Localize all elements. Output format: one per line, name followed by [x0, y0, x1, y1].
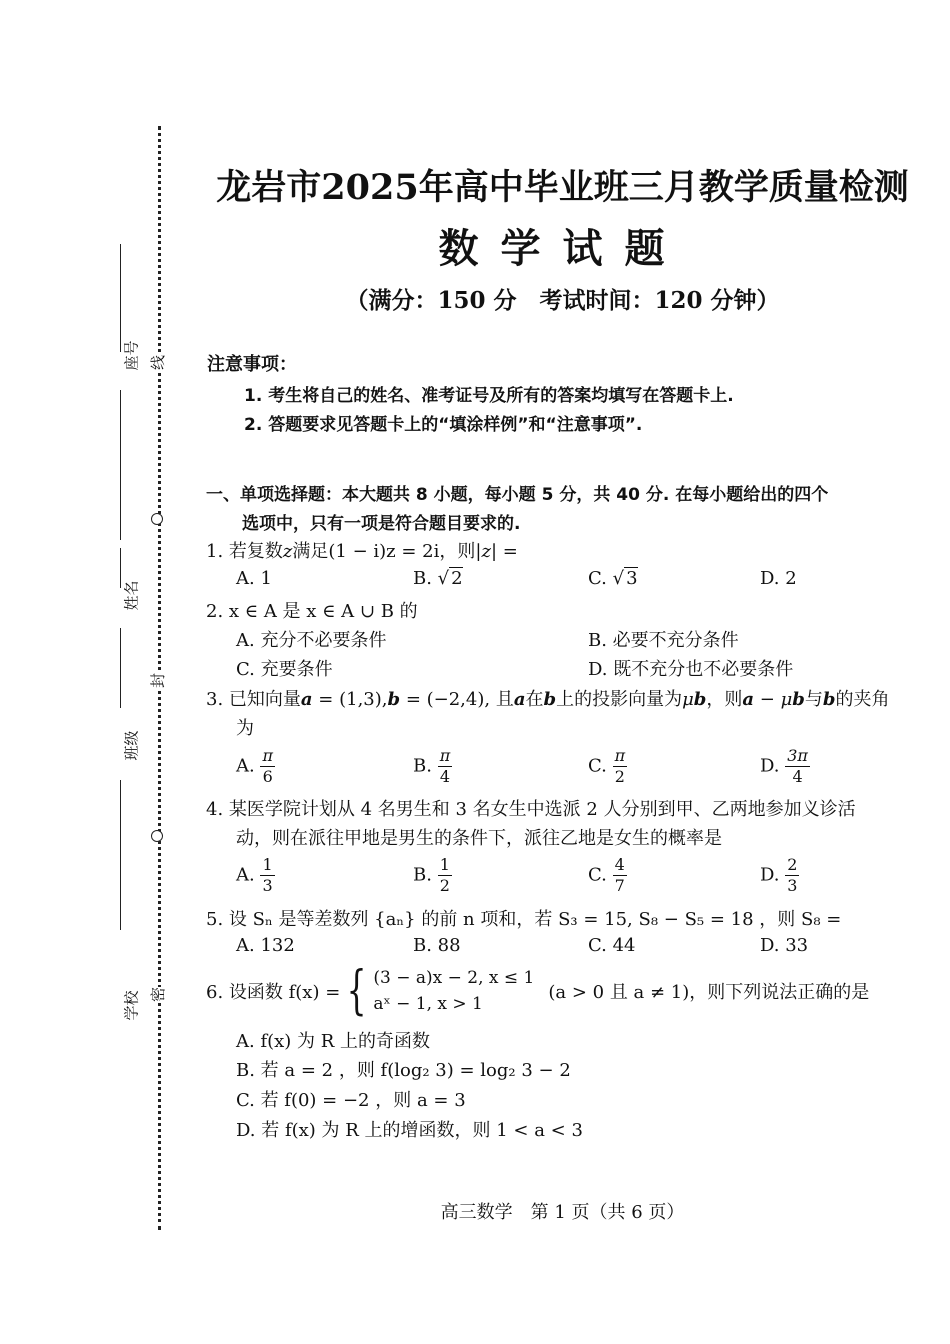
q6-option-d: D. 若 f(x) 为 R 上的增函数，则 1 < a < 3 [236, 1120, 583, 1141]
seal-word: 封 [145, 673, 170, 688]
q3-c-label: C. [588, 755, 607, 777]
q3-mu: μ [682, 689, 694, 710]
q2-option-b: B. 必要不充分条件 [588, 630, 739, 651]
question-4: 4. 某医学院计划从 4 名男生和 3 名女生中选派 2 人分别到甲、乙两地参加义诊活 [206, 799, 856, 820]
q6-option-a: A. f(x) 为 R 上的奇函数 [236, 1031, 431, 1052]
question-6 [206, 961, 870, 1021]
q3-eq-b: = (−2,4), [400, 689, 491, 710]
q4-b-label: B. [413, 864, 432, 886]
q6-stem-a: 6. 设函数 f(x) = [206, 982, 341, 1003]
q1-stem-a: 1. 若复数 [206, 541, 283, 562]
q4-line2: 动，则在派往甲地是男生的条件下，派往乙地是女生的概率是 [236, 828, 722, 849]
q3-d-num: 3π [787, 746, 808, 765]
q3-c-num: π [614, 746, 626, 765]
q3-d-label: D. [760, 755, 780, 777]
page-footer: 高三数学 第 1 页（共 6 页） [440, 1202, 685, 1223]
q4-a-label: A. [236, 864, 255, 886]
q3-vec-b-3: b [693, 689, 707, 710]
q5-option-b: B. 88 [413, 935, 461, 956]
q4-d-num: 2 [787, 855, 798, 874]
q4-option-c [588, 855, 627, 896]
q3-a-label: A. [236, 755, 255, 777]
q1-c-value: 3 [626, 568, 638, 589]
q4-c-label: C. [588, 864, 607, 886]
q3-stem-b: 且 [490, 689, 514, 710]
q3-stem-e: ，则 [706, 689, 743, 710]
question-1 [206, 537, 518, 563]
q3-c-den: 2 [614, 767, 625, 786]
q3-vec-b-2: b [543, 689, 557, 710]
q3-option-d [760, 746, 810, 787]
q3-vec-a-3: a [742, 689, 755, 710]
notice-heading: 注意事项： [207, 354, 297, 375]
q4-a-num: 1 [262, 855, 273, 874]
q3-line2: 为 [236, 718, 254, 739]
q1-var: z [282, 541, 293, 562]
q3-stem-f: 与 [804, 689, 823, 710]
q1-expr: (1 − i)z = 2i [328, 541, 440, 562]
q3-vec-b-5: b [822, 689, 836, 710]
q5-option-d: D. 33 [760, 935, 809, 956]
q3-stem-d: 上的投影向量为 [556, 689, 683, 710]
q3-b-num: π [439, 746, 451, 765]
q1-stem-d: = [497, 541, 518, 562]
q3-a-den: 6 [262, 767, 273, 786]
school-label: 学校 [122, 990, 141, 1021]
q4-a-den: 3 [262, 876, 273, 895]
q6-option-c: C. 若 f(0) = −2 ，则 a = 3 [236, 1090, 466, 1111]
q4-d-den: 3 [787, 876, 798, 895]
section-heading-line2: 选项中，只有一项是符合题目要求的. [242, 514, 521, 534]
q1-stem-c: ，则 [439, 541, 476, 562]
class-blank [120, 780, 121, 930]
q4-option-b [413, 855, 452, 896]
q3-minus: − [754, 689, 781, 710]
binding-circle-lower [151, 830, 163, 842]
q3-stem-g: 的夹角 [835, 689, 890, 710]
q2-option-a: A. 充分不必要条件 [236, 630, 387, 651]
q1-c-label: C. [588, 568, 607, 589]
exam-title: 龙岩市2025年高中毕业班三月教学质量检测 [216, 167, 909, 208]
notice-item-1: 1. 考生将自己的姓名、准考证号及所有的答案均填写在答题卡上. [244, 386, 734, 406]
q1-option-a: A. 1 [236, 568, 272, 589]
q3-option-c [588, 746, 627, 787]
q6-case-2: aˣ − 1, x > 1 [373, 994, 483, 1014]
q3-a-num: π [262, 746, 273, 765]
q3-option-a [236, 746, 275, 787]
class-label: 班级 [122, 730, 141, 761]
q3-vec-a-2: a [513, 689, 526, 710]
name-blank [120, 628, 121, 708]
q1-b-label: B. [413, 568, 432, 589]
q4-option-d [760, 855, 799, 896]
q4-c-den: 7 [614, 876, 625, 895]
q3-vec-b: b [387, 689, 401, 710]
q4-b-den: 2 [439, 876, 450, 895]
q6-brace: { [346, 961, 367, 1021]
exam-subtitle: 数学试题 [438, 225, 687, 272]
q1-b-value: 2 [451, 568, 463, 589]
q2-option-d: D. 既不充分也不必要条件 [588, 659, 794, 680]
q6-case-1: (3 − a)x − 2, x ≤ 1 [373, 968, 535, 988]
q1-option-c: C. √ 3 [588, 568, 638, 589]
question-5: 5. 设 Sₙ 是等差数列 {aₙ} 的前 n 项和，若 S₃ = 15, S₈ − S₅ = 18 ，则 S₈ = [206, 909, 842, 930]
seat-blank [120, 244, 121, 352]
q4-c-num: 4 [614, 855, 625, 874]
seat-label: 座号 [122, 340, 141, 371]
q6-cases [373, 965, 534, 1017]
q3-eq-a: = (1,3), [312, 689, 388, 710]
q3-b-label: B. [413, 755, 432, 777]
q3-vec-b-4: b [792, 689, 805, 710]
q1-option-d: D. 2 [760, 568, 797, 589]
q3-option-b [413, 746, 452, 787]
notice-item-2: 2. 答题要求见答题卡上的“填涂样例”和“注意事项”. [244, 415, 643, 435]
q4-option-a [236, 855, 275, 896]
q5-option-a: A. 132 [236, 935, 295, 956]
q3-mu-2: μ [780, 689, 793, 710]
q2-option-c: C. 充要条件 [236, 659, 333, 680]
q1-option-b: B. √ 2 [413, 568, 463, 589]
q3-b-den: 4 [439, 767, 451, 786]
question-3 [206, 685, 889, 711]
q3-vec-a: a [300, 689, 313, 710]
section-heading: 一、单项选择题：本大题共 8 小题，每小题 5 分，共 40 分. 在每小题给出的四个 [206, 485, 829, 505]
secret-word: 密 [145, 987, 170, 1002]
q1-abs: |z| [475, 541, 498, 562]
q5-option-c: C. 44 [588, 935, 636, 956]
seat-blank-lower [120, 390, 121, 540]
q3-stem-a: 3. 已知向量 [206, 689, 301, 710]
q1-stem-b: 满足 [292, 541, 329, 562]
q3-d-den: 4 [792, 767, 803, 786]
line-word: 线 [145, 355, 170, 370]
question-2: 2. x ∈ A 是 x ∈ A ∪ B 的 [206, 601, 418, 622]
score-time: （满分：150 分 考试时间：120 分钟） [345, 287, 780, 314]
q6-stem-b: (a > 0 且 a ≠ 1)，则下列说法正确的是 [548, 982, 870, 1003]
name-label: 姓名 [122, 580, 141, 611]
q3-stem-c: 在 [525, 689, 544, 710]
q4-b-num: 1 [439, 855, 450, 874]
q4-d-label: D. [760, 864, 780, 886]
q6-option-b: B. 若 a = 2 ，则 f(log₂ 3) = log₂ 3 − 2 [236, 1060, 571, 1081]
binding-circle-upper [151, 513, 163, 525]
